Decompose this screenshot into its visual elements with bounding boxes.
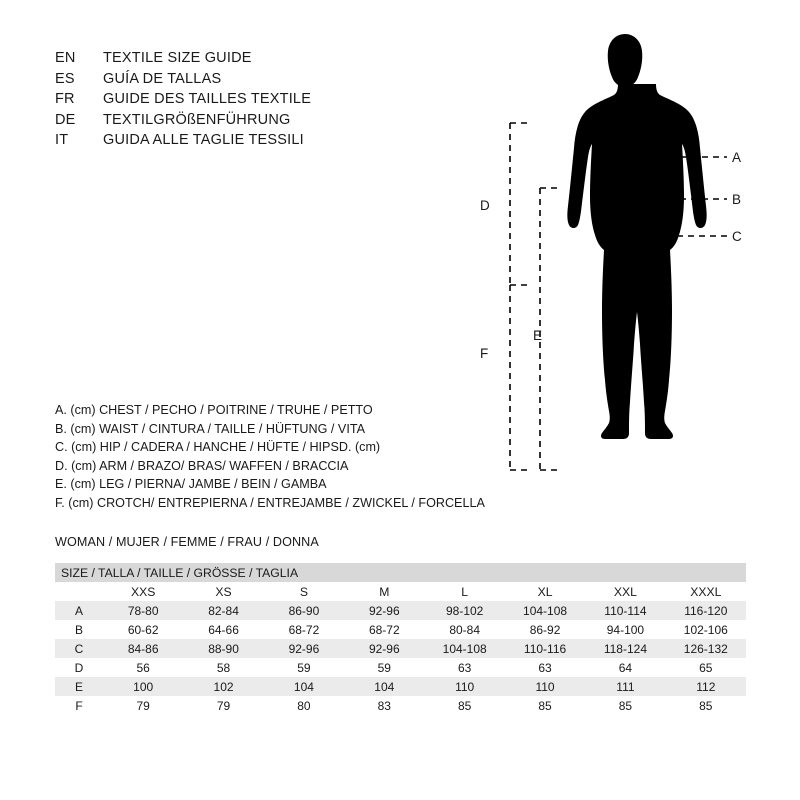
title-lang-es: ES (55, 70, 75, 87)
column-header-blank (55, 582, 103, 601)
cell-a-xs: 82-84 (183, 601, 263, 620)
title-row-it (55, 132, 485, 153)
column-header-xs: XS (183, 582, 263, 601)
cell-d-xs: 58 (183, 658, 263, 677)
column-header-xl: XL (505, 582, 585, 601)
table-row (55, 639, 746, 658)
row-label-b: B (55, 620, 103, 639)
cell-c-s: 92-96 (264, 639, 344, 658)
size-table (55, 563, 746, 715)
title-lang-en: EN (55, 50, 76, 66)
row-label-e: E (55, 677, 103, 696)
row-label-a: A (55, 601, 103, 620)
cell-e-xl: 110 (505, 677, 585, 696)
table-row (55, 677, 746, 696)
table-row (55, 601, 746, 620)
cell-d-xxxl: 65 (666, 658, 746, 677)
cell-d-xxs: 56 (103, 658, 183, 677)
cell-a-xxl: 110-114 (585, 601, 665, 620)
legend-item-a: A. (cm) CHEST / PECHO / POITRINE / TRUHE / PETTO (55, 403, 373, 417)
cell-d-xxl: 64 (585, 658, 665, 677)
label-leg: E (533, 328, 543, 343)
cell-b-xxs: 60-62 (103, 620, 183, 639)
label-hip: C (732, 229, 742, 244)
cell-a-s: 86-90 (264, 601, 344, 620)
row-label-d: D (55, 658, 103, 677)
label-waist: B (732, 192, 742, 207)
column-header-m: M (344, 582, 424, 601)
table-row (55, 696, 746, 715)
legend-item-f: F. (cm) CROTCH/ ENTREPIERNA / ENTREJAMBE / ZWICKEL / FORCELLA (55, 495, 485, 510)
column-header-s: S (264, 582, 344, 601)
cell-d-l: 63 (424, 658, 504, 677)
cell-e-xxs: 100 (103, 677, 183, 696)
table-row (55, 658, 746, 677)
cell-c-xs: 88-90 (183, 639, 263, 658)
legend-item-e: E. (cm) LEG / PIERNA/ JAMBE / BEIN / GAMBA (55, 477, 327, 491)
cell-d-m: 59 (344, 658, 424, 677)
cell-e-l: 110 (424, 677, 504, 696)
title-block (55, 50, 485, 153)
cell-b-xs: 64-66 (183, 620, 263, 639)
cell-b-xxl: 94-100 (585, 620, 665, 639)
column-header-l: L (424, 582, 504, 601)
cell-e-s: 104 (264, 677, 344, 696)
cell-f-xxl: 85 (585, 696, 665, 715)
cell-a-m: 92-96 (344, 601, 424, 620)
title-row-es (55, 71, 485, 92)
title-row-de (55, 112, 485, 133)
label-arm: D (480, 198, 490, 213)
cell-c-l: 104-108 (424, 639, 504, 658)
cell-e-xxxl: 112 (666, 677, 746, 696)
cell-f-xxs: 79 (103, 696, 183, 715)
cell-b-m: 68-72 (344, 620, 424, 639)
title-text-en: TEXTILE SIZE GUIDE (103, 50, 252, 66)
legend-item-c: C. (cm) HIP / CADERA / HANCHE / HÜFTE / HIPSD. (cm) (55, 440, 381, 454)
cell-f-xs: 79 (183, 696, 263, 715)
leg-measure-bracket (540, 188, 557, 470)
cell-c-m: 92-96 (344, 639, 424, 658)
title-text-it: GUIDA ALLE TAGLIE TESSILI (103, 132, 304, 148)
row-label-f: F (55, 696, 103, 715)
cell-c-xxxl: 126-132 (666, 639, 746, 658)
title-row-fr (55, 91, 485, 112)
table-row (55, 620, 746, 639)
cell-b-xl: 86-92 (505, 620, 585, 639)
title-text-de: TEXTILGRÖßENFÜHRUNG (103, 111, 291, 128)
legend-item-d: D. (cm) ARM / BRAZO/ BRAS/ WAFFEN / BRACCIA (55, 458, 349, 473)
cell-d-s: 59 (264, 658, 344, 677)
title-row-en (55, 50, 485, 71)
cell-b-s: 68-72 (264, 620, 344, 639)
table-column-headers (55, 582, 746, 601)
cell-f-m: 83 (344, 696, 424, 715)
column-header-xxl: XXL (585, 582, 665, 601)
label-chest: A (732, 150, 742, 165)
cell-b-xxxl: 102-106 (666, 620, 746, 639)
cell-c-xl: 110-116 (505, 639, 585, 658)
cell-d-xl: 63 (505, 658, 585, 677)
title-text-es: GUÍA DE TALLAS (103, 70, 222, 87)
arm-measure-bracket (510, 123, 527, 285)
cell-c-xxl: 118-124 (585, 639, 665, 658)
size-table-container (55, 563, 746, 715)
cell-a-xxs: 78-80 (103, 601, 183, 620)
cell-b-l: 80-84 (424, 620, 504, 639)
cell-a-xxxl: 116-120 (666, 601, 746, 620)
title-lang-de: DE (55, 111, 76, 128)
cell-c-xxs: 84-86 (103, 639, 183, 658)
cell-a-xl: 104-108 (505, 601, 585, 620)
gender-line: WOMAN / MUJER / FEMME / FRAU / DONNA (55, 535, 319, 549)
column-header-xxxl: XXXL (666, 582, 746, 601)
cell-e-m: 104 (344, 677, 424, 696)
cell-e-xxl: 111 (585, 677, 665, 696)
cell-f-s: 80 (264, 696, 344, 715)
table-header-label: SIZE / TALLA / TAILLE / GRÖSSE / TAGLIA (55, 563, 746, 582)
cell-f-xl: 85 (505, 696, 585, 715)
cell-a-l: 98-102 (424, 601, 504, 620)
title-lang-it: IT (55, 132, 69, 148)
cell-f-xxxl: 85 (666, 696, 746, 715)
legend-block (55, 401, 525, 512)
title-text-fr: GUIDE DES TAILLES TEXTILE (103, 91, 312, 107)
column-header-xxs: XXS (103, 582, 183, 601)
table-header-band (55, 563, 746, 582)
cell-f-l: 85 (424, 696, 504, 715)
row-label-c: C (55, 639, 103, 658)
title-lang-fr: FR (55, 91, 75, 107)
label-crotch: F (480, 346, 489, 361)
cell-e-xs: 102 (183, 677, 263, 696)
legend-item-b: B. (cm) WAIST / CINTURA / TAILLE / HÜFTUNG / VITA (55, 421, 365, 436)
